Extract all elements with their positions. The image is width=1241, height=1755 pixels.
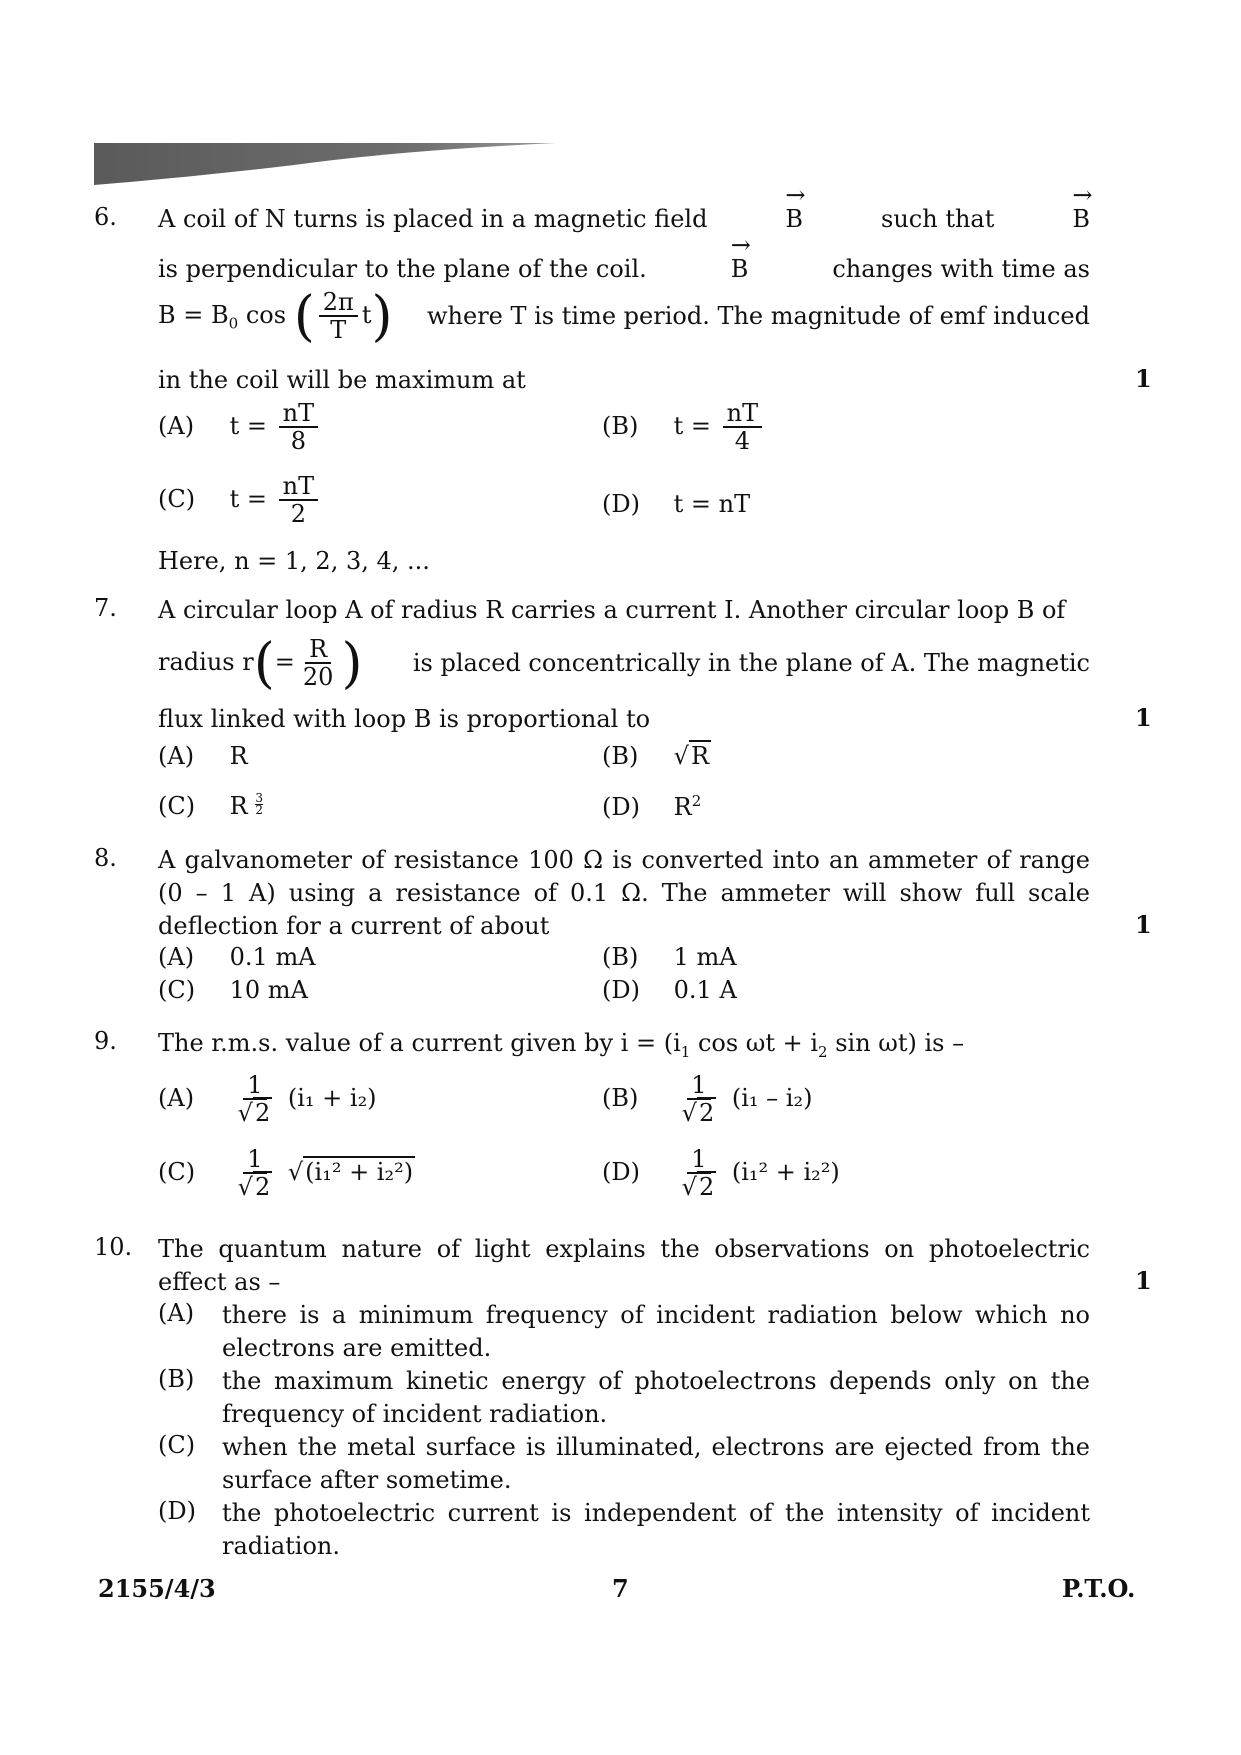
option-d[interactable] bbox=[158, 1497, 1090, 1563]
denominator: 8 bbox=[290, 427, 307, 456]
header-band bbox=[94, 143, 556, 185]
q7-line2 bbox=[158, 632, 1090, 694]
fraction bbox=[279, 473, 318, 528]
q6-line1: A coil of N turns is placed in a magnetic field bbox=[158, 205, 708, 233]
option-text: when the metal surface is illuminated, electrons are ejected from the surface after sometime. bbox=[222, 1433, 1090, 1494]
option-label: (B) bbox=[158, 1365, 195, 1393]
option-label: (B) bbox=[602, 1083, 639, 1112]
sqrt-symbol: √ bbox=[237, 1173, 253, 1202]
denominator: 2 bbox=[698, 1099, 715, 1128]
q9-text-b: cos ωt + i bbox=[697, 1029, 819, 1057]
option-a[interactable] bbox=[158, 400, 322, 455]
paren-right: ) bbox=[371, 284, 393, 347]
q6-line4: in the coil will be maximum at bbox=[158, 366, 526, 394]
denominator: 4 bbox=[734, 427, 751, 456]
fraction bbox=[678, 1072, 721, 1127]
option-label: (D) bbox=[602, 490, 640, 518]
option-prefix: t = bbox=[673, 411, 712, 440]
option-text: 10 mA bbox=[229, 976, 308, 1004]
marks: 1 bbox=[1135, 364, 1152, 393]
option-d[interactable] bbox=[602, 490, 750, 518]
sqrt-symbol: √ bbox=[287, 1157, 304, 1186]
vector-B: → B bbox=[731, 253, 749, 285]
paren-left: ( bbox=[293, 284, 315, 347]
fraction bbox=[279, 400, 318, 455]
denominator: 2 bbox=[254, 1173, 271, 1202]
fraction bbox=[234, 1072, 277, 1127]
exp-denominator: 2 bbox=[255, 803, 263, 817]
fraction-exponent bbox=[255, 793, 263, 816]
q7-line3: flux linked with loop B is proportional to bbox=[158, 705, 651, 733]
q7-line2-rest: is placed concentrically in the plane of A. The magnetic bbox=[412, 649, 1090, 677]
equals: = bbox=[274, 647, 295, 676]
option-text: 0.1 mA bbox=[229, 943, 316, 971]
denominator: 2 bbox=[290, 500, 307, 529]
marks: 1 bbox=[1135, 910, 1152, 939]
denominator: 20 bbox=[302, 663, 334, 691]
option-b[interactable] bbox=[602, 742, 711, 770]
option-expr: (i₁ – i₂) bbox=[731, 1083, 813, 1112]
numerator: 1 bbox=[687, 1146, 710, 1174]
cos: cos bbox=[245, 300, 287, 329]
q9-text-a: The r.m.s. value of a current given by i = (i bbox=[158, 1029, 681, 1057]
denominator: T bbox=[330, 316, 347, 344]
page-number: 7 bbox=[612, 1574, 629, 1603]
question-text: A galvanometer of resistance 100 Ω is converted into an ammeter of range (0 – 1 A) using a resistance of 0.1 Ω. The ammeter will show full scale deflection for a current of about bbox=[158, 846, 1090, 940]
subscript: 2 bbox=[818, 1042, 828, 1061]
option-text: the photoelectric current is independent of the intensity of incident radiation. bbox=[222, 1499, 1090, 1560]
numerator: nT bbox=[279, 400, 318, 428]
option-label: (A) bbox=[158, 411, 195, 440]
fraction bbox=[723, 400, 762, 455]
option-label: (C) bbox=[158, 484, 196, 513]
marks: 1 bbox=[1135, 1266, 1152, 1295]
option-label: (D) bbox=[602, 1157, 640, 1186]
numerator: 2π bbox=[319, 289, 358, 317]
numerator: 1 bbox=[243, 1146, 266, 1174]
option-label: (A) bbox=[158, 1083, 195, 1112]
option-text: R bbox=[229, 742, 248, 770]
question-text bbox=[158, 203, 1090, 285]
option-label: (A) bbox=[158, 742, 195, 770]
option-d[interactable] bbox=[602, 1146, 840, 1201]
exp-numerator: 3 bbox=[255, 791, 263, 805]
option-b[interactable] bbox=[602, 943, 737, 971]
numerator: 1 bbox=[687, 1072, 710, 1100]
fraction bbox=[234, 1146, 277, 1201]
fraction bbox=[319, 289, 358, 344]
pto-label: P.T.O. bbox=[1062, 1574, 1136, 1603]
option-a[interactable] bbox=[158, 1072, 377, 1127]
option-a[interactable] bbox=[158, 1299, 1090, 1365]
question-number: 8. bbox=[94, 844, 117, 872]
q9-text-c: sin ωt) is – bbox=[835, 1029, 965, 1057]
superscript: 2 bbox=[691, 792, 702, 810]
eq-left: B = B bbox=[158, 300, 229, 329]
option-a[interactable] bbox=[158, 943, 316, 971]
question-text: The quantum nature of light explains the observations on photoelectric effect as – bbox=[158, 1235, 1090, 1296]
paper-code: 2155/4/3 bbox=[98, 1574, 216, 1603]
option-text: 1 mA bbox=[673, 943, 737, 971]
option-label: (D) bbox=[158, 1497, 196, 1525]
option-b[interactable] bbox=[158, 1365, 1090, 1431]
option-text: R bbox=[690, 742, 710, 770]
radius-word: radius r bbox=[158, 647, 254, 676]
question-number: 6. bbox=[94, 203, 117, 231]
option-base: R bbox=[673, 793, 692, 821]
option-label: (D) bbox=[602, 793, 640, 821]
q6-line2b: changes with time as bbox=[832, 255, 1090, 283]
option-b[interactable] bbox=[602, 1072, 812, 1127]
fraction bbox=[678, 1146, 721, 1201]
sqrt-symbol: √ bbox=[681, 1173, 697, 1202]
numerator: R bbox=[305, 636, 331, 664]
q6-note: Here, n = 1, 2, 3, 4, ... bbox=[158, 547, 430, 575]
option-text: the maximum kinetic energy of photoelectrons depends only on the frequency of incident radiation. bbox=[222, 1367, 1090, 1428]
subscript: 1 bbox=[680, 1042, 691, 1061]
paren-left: ( bbox=[253, 631, 275, 694]
option-label: (A) bbox=[158, 943, 195, 971]
option-label: (C) bbox=[158, 1431, 196, 1459]
subscript: 0 bbox=[228, 314, 239, 333]
option-text: 0.1 A bbox=[673, 976, 737, 1004]
vector-B: → B bbox=[1072, 203, 1090, 235]
sqrt-symbol: √ bbox=[681, 1099, 697, 1128]
option-label: (B) bbox=[602, 742, 639, 770]
option-c[interactable] bbox=[158, 1146, 415, 1201]
q6-line3: where T is time period. The magnitude of emf induced bbox=[426, 302, 1090, 330]
option-text: t = nT bbox=[673, 490, 751, 518]
sqrt-symbol: √ bbox=[237, 1099, 253, 1128]
option-prefix: t = bbox=[229, 484, 268, 513]
q6-line2a: is perpendicular to the plane of the coil. bbox=[158, 255, 647, 283]
vector-B: → B bbox=[785, 203, 803, 235]
option-b[interactable] bbox=[602, 400, 766, 455]
option-label: (C) bbox=[158, 1157, 196, 1186]
sqrt-symbol: √ bbox=[673, 742, 689, 770]
paren-right: ) bbox=[341, 631, 363, 694]
numerator: 1 bbox=[243, 1072, 266, 1100]
option-c[interactable] bbox=[158, 473, 322, 528]
option-label: (B) bbox=[602, 943, 639, 971]
option-label: (D) bbox=[602, 976, 640, 1004]
q7-line1: A circular loop A of radius R carries a current I. Another circular loop B of bbox=[158, 596, 1066, 624]
denominator: 2 bbox=[698, 1173, 715, 1202]
q6-equation-line bbox=[158, 285, 1090, 347]
q6-such-that: such that bbox=[881, 205, 995, 233]
question-number: 7. bbox=[94, 594, 117, 622]
t: t bbox=[361, 300, 372, 329]
option-expr: (i₁² + i₂²) bbox=[305, 1157, 414, 1186]
option-a[interactable] bbox=[158, 742, 248, 770]
option-d[interactable] bbox=[602, 792, 701, 821]
option-label: (A) bbox=[158, 1299, 195, 1327]
question-number: 10. bbox=[94, 1233, 133, 1261]
fraction bbox=[299, 636, 338, 691]
option-c[interactable] bbox=[158, 976, 308, 1004]
option-c[interactable] bbox=[158, 792, 263, 820]
option-label: (C) bbox=[158, 792, 196, 820]
question-number: 9. bbox=[94, 1027, 117, 1055]
option-expr: (i₁ + i₂) bbox=[287, 1083, 377, 1112]
option-prefix: t = bbox=[229, 411, 268, 440]
numerator: nT bbox=[279, 473, 318, 501]
option-label: (C) bbox=[158, 976, 196, 1004]
option-c[interactable] bbox=[158, 1431, 1090, 1497]
question-text bbox=[158, 1027, 1090, 1068]
option-base: R bbox=[229, 792, 248, 820]
numerator: nT bbox=[723, 400, 762, 428]
denominator: 2 bbox=[254, 1099, 271, 1128]
option-d[interactable] bbox=[602, 976, 737, 1004]
marks: 1 bbox=[1135, 703, 1152, 732]
option-text: there is a minimum frequency of incident radiation below which no electrons are emitted. bbox=[222, 1301, 1090, 1362]
option-expr: (i₁² + i₂²) bbox=[731, 1157, 840, 1186]
option-label: (B) bbox=[602, 411, 639, 440]
